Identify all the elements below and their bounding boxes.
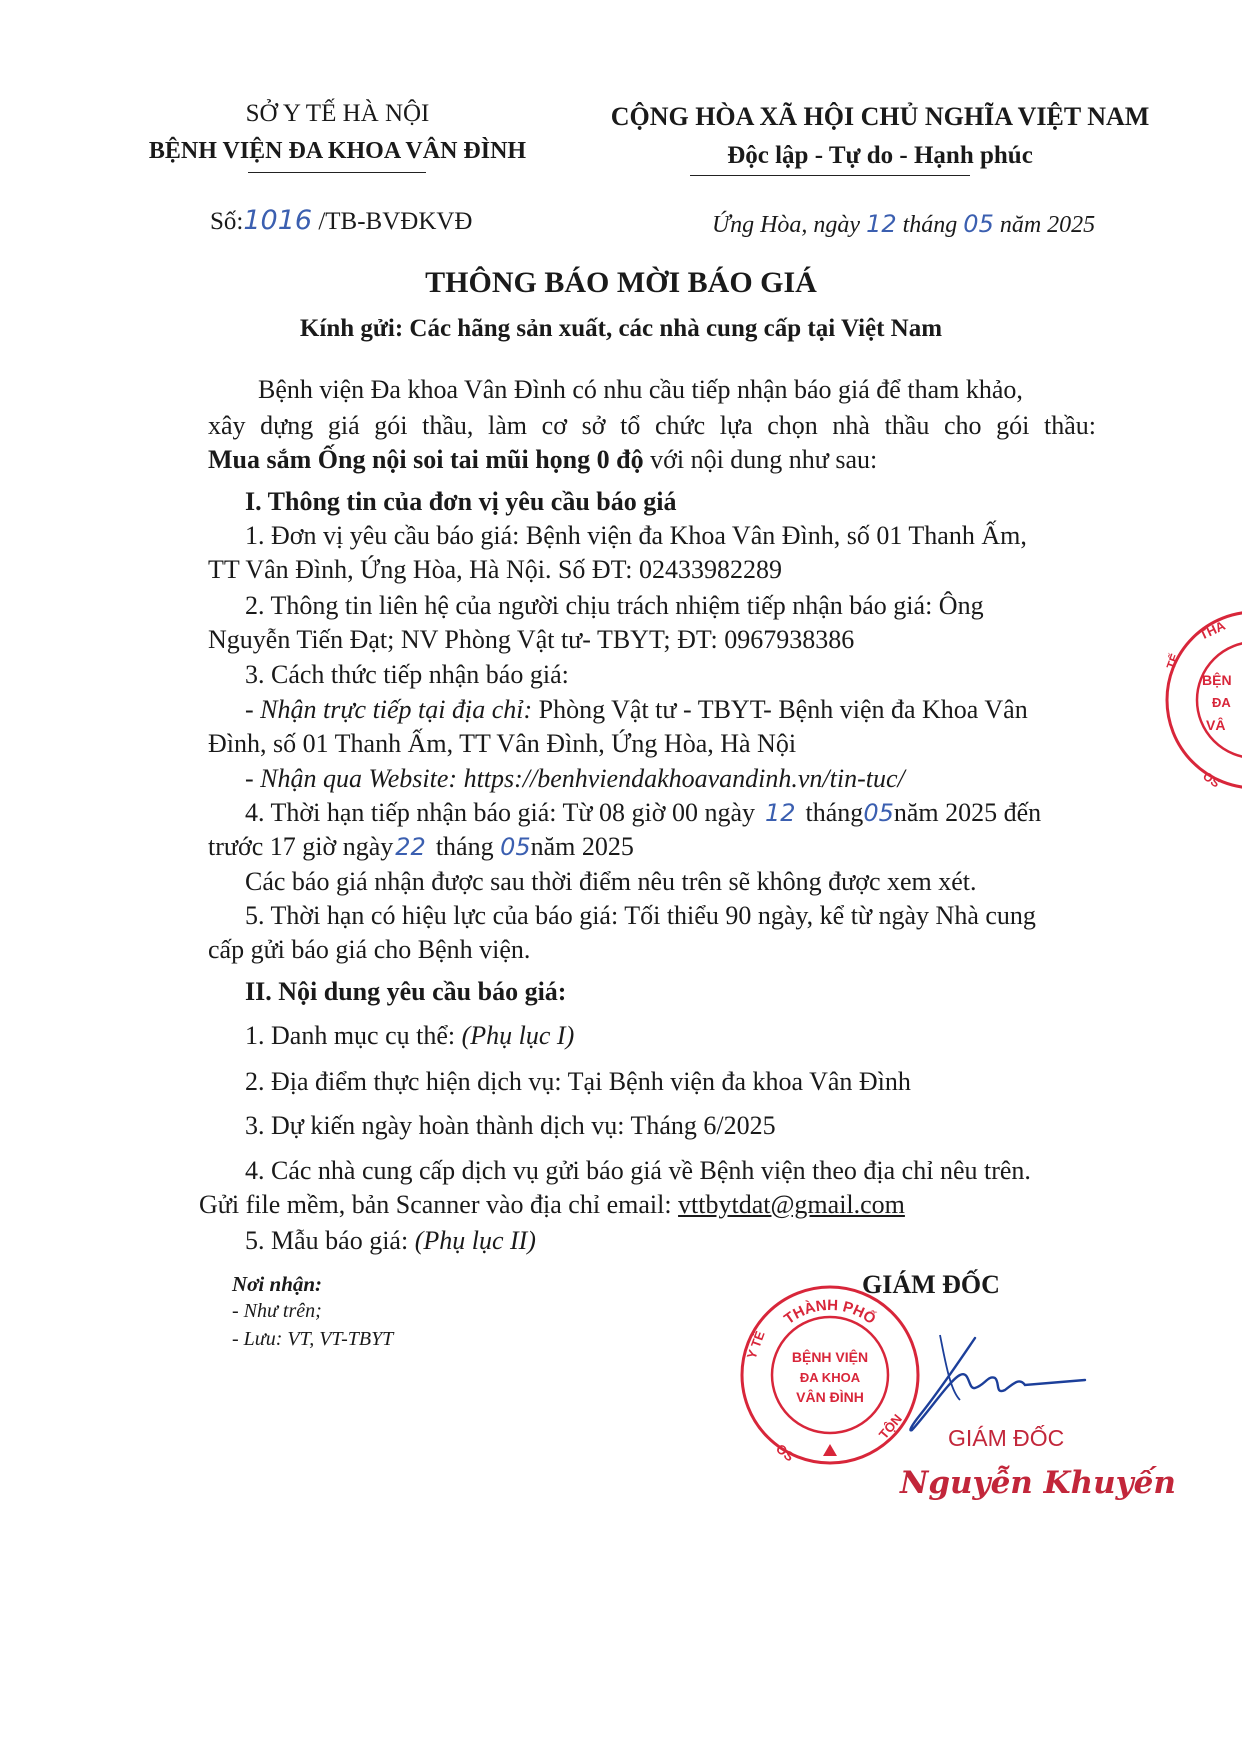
section1-heading: I. Thông tin của đơn vị yêu cầu báo giá [245,487,677,516]
intro-package-name: Mua sắm Ống nội soi tai mũi họng 0 độ [208,445,644,474]
section2-item5-text: 5. Mẫu báo giá: [245,1226,415,1255]
date-part3: năm 2025 [999,212,1096,238]
date-month: 05 [963,210,994,238]
intro-line3 [208,444,877,476]
header-left-underline [248,172,426,173]
section2-item1 [245,1020,574,1052]
stamp-line1: BỆNH VIỆN [791,1349,869,1365]
section1-item3a-label: - Nhận trực tiếp tại địa chỉ: [245,695,533,724]
stamp-top-arc: THÀNH PHỐ [781,1296,879,1328]
doc-number-prefix: Số: [210,208,244,235]
item4-year-text2: năm 2025 [530,832,634,861]
margin-stamp-line1: BỆN [1202,672,1232,688]
section2-heading: II. Nội dung yêu cầu báo giá: [245,977,567,1006]
item4-to-text: trước 17 giờ ngày [208,832,394,861]
item4-year-text1: năm 2025 đến [893,798,1042,827]
section1-item5-line2: cấp gửi báo giá cho Bệnh viện. [208,935,531,964]
item4-month-text1: tháng [805,798,864,827]
director-name: Nguyễn Khuyến [900,1465,1176,1501]
section2-item4-line1: 4. Các nhà cung cấp dịch vụ gửi báo giá về Bệnh viện theo địa chỉ nêu trên. [245,1156,1031,1185]
section2-item2: 2. Địa điểm thực hiện dịch vụ: Tại Bệnh viện đa khoa Vân Đình [245,1067,911,1096]
section2-item1-annex: (Phụ lục I) [461,1021,575,1050]
intro-line2: xây dựng giá gói thầu, làm cơ sở tổ chức lựa chọn nhà thầu cho gói thầu: [208,411,1096,440]
handwritten-signature [800,1320,1100,1440]
header-department: SỞ Y TẾ HÀ NỘI [245,100,430,127]
item4-day2: 22 [395,833,426,861]
recipients-line1: - Như trên; [232,1300,322,1322]
margin-stamp-line3: VÂ [1206,717,1226,733]
section2-item5 [245,1225,536,1257]
section2-email: vttbytdat@gmail.com [678,1190,905,1219]
header-right-underline [690,175,970,176]
section2-item1-text: 1. Danh mục cụ thể: [245,1021,462,1050]
doc-number [210,205,473,236]
section1-item1-line2: TT Vân Đình, Ứng Hòa, Hà Nội. Số ĐT: 02433982289 [208,555,782,584]
item4-month-text2: tháng [435,832,494,861]
stamp-director-title: GIÁM ĐỐC [948,1425,1065,1451]
item4-from-text: 4. Thời hạn tiếp nhận báo giá: Từ 08 giờ 00 ngày [245,798,755,827]
section2-item4-text: Gửi file mềm, bản Scanner vào địa chỉ email: [199,1190,679,1219]
header-hospital: BỆNH VIỆN ĐA KHOA VÂN ĐÌNH [148,138,527,164]
intro-line3-rest: với nội dung như sau: [643,445,878,474]
section2-item4-line2 [199,1189,905,1221]
margin-stamp-bottom: OS [1200,768,1223,791]
stamp-side-left: Y TẾ [743,1328,768,1362]
section1-item1-line1: 1. Đơn vị yêu cầu báo giá: Bệnh viện đa Khoa Vân Đình, số 01 Thanh Ấm, [245,521,1027,550]
date-part1: Ứng Hòa, ngày [712,212,861,238]
doc-number-suffix: /TB-BVĐKVĐ [318,208,473,235]
section1-item5-line1: 5. Thời hạn có hiệu lực của báo giá: Tối thiểu 90 ngày, kể từ ngày Nhà cung [245,901,1036,930]
stamp-side-right: TỘN [875,1411,905,1442]
date-part2: tháng [902,212,958,238]
recipients-line2: - Lưu: VT, VT-TBYT [232,1328,394,1350]
stamp-bottom: OS [773,1440,798,1465]
stamp-line2: ĐA KHOA [799,1370,861,1385]
item4-day1: 12 [765,799,796,827]
section1-item3a [245,694,1028,726]
stamp-star-icon [823,1444,837,1456]
section1-item4-line1 [245,797,1041,829]
recipients-heading: Nơi nhận: [232,1272,323,1296]
section1-item3a-text: Phòng Vật tư - TBYT- Bệnh viện đa Khoa Vân [532,695,1028,724]
recipient-line: Kính gửi: Các hãng sản xuất, các nhà cung cấp tại Việt Nam [299,315,943,342]
margin-stamp-top: THÀ [1196,617,1228,643]
item4-month2: 05 [500,833,531,861]
section2-item5-annex: (Phụ lục II) [414,1226,536,1255]
signature-title: GIÁM ĐỐC [862,1270,1000,1299]
section2-item3: 3. Dự kiến ngày hoàn thành dịch vụ: Tháng 6/2025 [245,1111,776,1140]
stamp-line3: VÂN ĐÌNH [796,1389,864,1405]
date-line [712,210,1095,239]
doc-number-handwritten: 1016 [243,205,313,236]
section1-item4-line2 [208,831,634,863]
margin-stamp-side: TẾ [1163,651,1183,672]
margin-stamp-line2: ĐA [1212,695,1231,710]
section1-item2-line1: 2. Thông tin liên hệ của người chịu trách nhiệm tiếp nhận báo giá: Ông [245,591,984,620]
document-title: THÔNG BÁO MỜI BÁO GIÁ [425,266,817,299]
date-day: 12 [866,210,897,238]
section1-item2-line2: Nguyễn Tiến Đạt; NV Phòng Vật tư- TBYT; ĐT: 0967938386 [208,625,855,654]
item4-month1: 05 [863,799,894,827]
header-country: CỘNG HÒA XÃ HỘI CHỦ NGHĨA VIỆT NAM [610,102,1150,131]
margin-stamp-clip [1160,600,1242,820]
section1-item3: 3. Cách thức tiếp nhận báo giá: [245,660,569,689]
section1-item3a-line2: Đình, số 01 Thanh Ấm, TT Vân Đình, Ứng Hòa, Hà Nội [208,729,797,758]
section1-item3b-website: - Nhận qua Website: https://benhviendakhoavandinh.vn/tin-tuc/ [245,764,905,793]
header-motto: Độc lập - Tự do - Hạnh phúc [727,142,1033,169]
section1-item4-note: Các báo giá nhận được sau thời điểm nêu trên sẽ không được xem xét. [245,867,977,896]
intro-line1: Bệnh viện Đa khoa Vân Đình có nhu cầu tiếp nhận báo giá để tham khảo, [258,375,1023,404]
